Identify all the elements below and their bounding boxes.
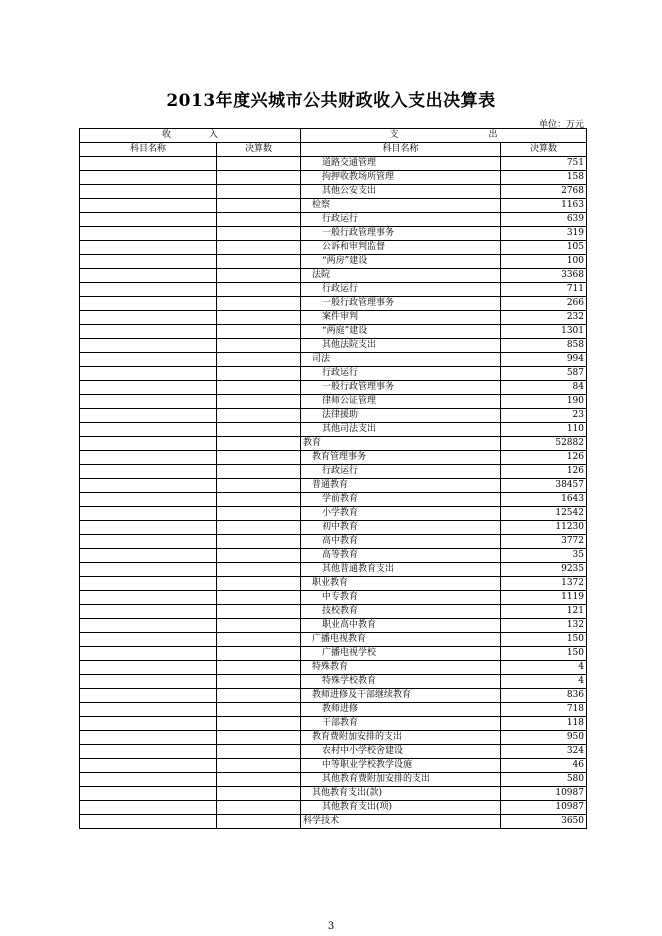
expense-amount-cell: 126 — [501, 451, 587, 465]
income-amount-cell — [217, 171, 301, 185]
expense-amount-cell: 121 — [501, 605, 587, 619]
income-name-cell — [80, 353, 217, 367]
expense-amount-cell: 587 — [501, 367, 587, 381]
expense-amount-cell: 150 — [501, 647, 587, 661]
income-amount-cell — [217, 199, 301, 213]
table-row — [80, 605, 587, 619]
income-amount-cell — [217, 325, 301, 339]
income-name-cell — [80, 535, 217, 549]
income-amount-cell — [217, 633, 301, 647]
income-name-cell — [80, 185, 217, 199]
expense-name-cell: 司法 — [301, 353, 501, 367]
income-name-cell — [80, 437, 217, 451]
income-amount-cell — [217, 353, 301, 367]
table-row — [80, 297, 587, 311]
income-name-cell — [80, 423, 217, 437]
income-name-cell — [80, 493, 217, 507]
income-amount-cell — [217, 409, 301, 423]
expense-amount-cell: 580 — [501, 773, 587, 787]
income-name-cell — [80, 213, 217, 227]
income-name-cell — [80, 157, 217, 171]
income-name-cell — [80, 311, 217, 325]
expense-amount-cell: 150 — [501, 633, 587, 647]
expense-amount-cell: 1643 — [501, 493, 587, 507]
income-name-cell — [80, 199, 217, 213]
expense-name-cell: 教育 — [301, 437, 501, 451]
income-name-cell — [80, 227, 217, 241]
income-amount-cell — [217, 479, 301, 493]
income-name-cell — [80, 255, 217, 269]
expense-name-cell: 其他教育费附加安排的支出 — [301, 773, 501, 787]
income-name-cell — [80, 549, 217, 563]
expense-name-cell: 教育管理事务 — [301, 451, 501, 465]
income-name-cell — [80, 409, 217, 423]
table-row — [80, 787, 587, 801]
expense-name-cell: 中专教育 — [301, 591, 501, 605]
income-amount-cell — [217, 549, 301, 563]
expense-amount-cell: 3772 — [501, 535, 587, 549]
expense-amount-cell: 3368 — [501, 269, 587, 283]
income-amount-cell — [217, 493, 301, 507]
expense-name-cell: 一般行政管理事务 — [301, 297, 501, 311]
income-amount-cell — [217, 311, 301, 325]
table-row — [80, 549, 587, 563]
expense-name-cell: 普通教育 — [301, 479, 501, 493]
expense-name-cell: 高等教育 — [301, 549, 501, 563]
income-header-char-2: 入 — [209, 130, 219, 140]
page-number: 3 — [327, 921, 335, 932]
income-name-cell — [80, 619, 217, 633]
income-name-column-header: 科目名称 — [80, 143, 217, 157]
income-amount-cell — [217, 213, 301, 227]
table-row — [80, 437, 587, 451]
expense-amount-cell: 994 — [501, 353, 587, 367]
income-amount-cell — [217, 367, 301, 381]
expense-amount-cell: 46 — [501, 759, 587, 773]
budget-table — [79, 128, 587, 829]
table-row — [80, 521, 587, 535]
table-row — [80, 703, 587, 717]
table-row — [80, 675, 587, 689]
expense-name-cell: 职业教育 — [301, 577, 501, 591]
expense-amount-cell: 118 — [501, 717, 587, 731]
expense-amount-cell: 324 — [501, 745, 587, 759]
income-amount-cell — [217, 451, 301, 465]
table-row — [80, 493, 587, 507]
expense-amount-cell: 711 — [501, 283, 587, 297]
table-row — [80, 283, 587, 297]
income-amount-cell — [217, 241, 301, 255]
table-row — [80, 213, 587, 227]
expense-amount-cell: 158 — [501, 171, 587, 185]
income-amount-cell — [217, 787, 301, 801]
table-row — [80, 815, 587, 829]
table-row — [80, 367, 587, 381]
expense-name-cell: “两房”建设 — [301, 255, 501, 269]
expense-amount-cell: 751 — [501, 157, 587, 171]
expense-amount-cell: 4 — [501, 675, 587, 689]
income-amount-cell — [217, 423, 301, 437]
table-row — [80, 255, 587, 269]
income-name-cell — [80, 675, 217, 689]
expense-name-cell: 一般行政管理事务 — [301, 227, 501, 241]
expense-name-cell: 行政运行 — [301, 465, 501, 479]
expense-name-cell: 职业高中教育 — [301, 619, 501, 633]
expense-name-column-header: 科目名称 — [301, 143, 501, 157]
expense-name-cell: 特殊教育 — [301, 661, 501, 675]
income-name-cell — [80, 745, 217, 759]
expense-amount-cell: 266 — [501, 297, 587, 311]
income-amount-cell — [217, 283, 301, 297]
income-amount-cell — [217, 675, 301, 689]
table-row — [80, 535, 587, 549]
table-row — [80, 717, 587, 731]
income-name-cell — [80, 269, 217, 283]
table-row — [80, 479, 587, 493]
table-row — [80, 619, 587, 633]
expense-name-cell: 检察 — [301, 199, 501, 213]
expense-amount-cell: 190 — [501, 395, 587, 409]
income-amount-cell — [217, 395, 301, 409]
table-row — [80, 731, 587, 745]
income-header-char-1: 收 — [162, 130, 172, 140]
income-name-cell — [80, 563, 217, 577]
income-amount-cell — [217, 745, 301, 759]
income-name-cell — [80, 171, 217, 185]
expense-name-cell: 行政运行 — [301, 367, 501, 381]
expense-name-cell: 拘押收教场所管理 — [301, 171, 501, 185]
expense-amount-cell: 718 — [501, 703, 587, 717]
table-row — [80, 171, 587, 185]
income-name-cell — [80, 381, 217, 395]
income-name-cell — [80, 451, 217, 465]
expense-amount-cell: 2768 — [501, 185, 587, 199]
expense-amount-cell: 10987 — [501, 787, 587, 801]
income-amount-cell — [217, 731, 301, 745]
expense-amount-cell: 232 — [501, 311, 587, 325]
expense-amount-cell: 52882 — [501, 437, 587, 451]
expense-name-cell: 行政运行 — [301, 283, 501, 297]
expense-name-cell: 法律援助 — [301, 409, 501, 423]
income-name-cell — [80, 479, 217, 493]
unit-label: 单位：万元 — [538, 120, 584, 130]
section-header-row — [80, 129, 587, 143]
income-amount-cell — [217, 801, 301, 815]
expense-name-cell: 农村中小学校舍建设 — [301, 745, 501, 759]
income-amount-cell — [217, 717, 301, 731]
table-row — [80, 311, 587, 325]
expense-name-cell: 律师公证管理 — [301, 395, 501, 409]
expense-name-cell: 特殊学校教育 — [301, 675, 501, 689]
expense-name-cell: 小学教育 — [301, 507, 501, 521]
expense-amount-cell: 1163 — [501, 199, 587, 213]
income-section-header — [80, 129, 301, 143]
expense-name-cell: 案件审判 — [301, 311, 501, 325]
income-amount-cell — [217, 465, 301, 479]
expense-amount-cell: 3650 — [501, 815, 587, 829]
expense-name-cell: 广播电视学校 — [301, 647, 501, 661]
table-row — [80, 325, 587, 339]
expense-amount-cell: 132 — [501, 619, 587, 633]
expense-amount-cell: 12542 — [501, 507, 587, 521]
income-amount-cell — [217, 521, 301, 535]
expense-name-cell: 其他教育支出(款) — [301, 787, 501, 801]
table-row — [80, 507, 587, 521]
income-name-cell — [80, 507, 217, 521]
expense-name-cell: “两庭”建设 — [301, 325, 501, 339]
expense-name-cell: 科学技术 — [301, 815, 501, 829]
income-amount-cell — [217, 591, 301, 605]
income-amount-cell — [217, 689, 301, 703]
income-name-cell — [80, 661, 217, 675]
table-row — [80, 801, 587, 815]
table-row — [80, 577, 587, 591]
expense-amount-cell: 1301 — [501, 325, 587, 339]
table-row — [80, 745, 587, 759]
income-amount-column-header: 决算数 — [217, 143, 301, 157]
expense-amount-cell: 836 — [501, 689, 587, 703]
expense-amount-cell: 110 — [501, 423, 587, 437]
income-name-cell — [80, 591, 217, 605]
expense-name-cell: 教师进修 — [301, 703, 501, 717]
income-amount-cell — [217, 157, 301, 171]
table-row — [80, 339, 587, 353]
income-amount-cell — [217, 773, 301, 787]
income-name-cell — [80, 689, 217, 703]
expense-name-cell: 法院 — [301, 269, 501, 283]
expense-amount-cell: 105 — [501, 241, 587, 255]
expense-amount-cell: 23 — [501, 409, 587, 423]
income-name-cell — [80, 703, 217, 717]
expense-name-cell: 其他教育支出(项) — [301, 801, 501, 815]
income-name-cell — [80, 339, 217, 353]
table-row — [80, 381, 587, 395]
expense-name-cell: 行政运行 — [301, 213, 501, 227]
income-name-cell — [80, 241, 217, 255]
expense-section-header — [301, 129, 587, 143]
income-amount-cell — [217, 185, 301, 199]
table-row — [80, 409, 587, 423]
table-row — [80, 591, 587, 605]
expense-name-cell: 技校教育 — [301, 605, 501, 619]
income-amount-cell — [217, 339, 301, 353]
expense-amount-cell: 126 — [501, 465, 587, 479]
expense-header-char-1: 支 — [389, 130, 399, 140]
table-row — [80, 465, 587, 479]
expense-amount-cell: 100 — [501, 255, 587, 269]
column-header-row — [80, 143, 587, 157]
expense-name-cell: 一般行政管理事务 — [301, 381, 501, 395]
income-name-cell — [80, 647, 217, 661]
income-amount-cell — [217, 297, 301, 311]
income-name-cell — [80, 801, 217, 815]
expense-amount-cell: 319 — [501, 227, 587, 241]
income-name-cell — [80, 465, 217, 479]
income-name-cell — [80, 521, 217, 535]
income-amount-cell — [217, 507, 301, 521]
income-amount-cell — [217, 661, 301, 675]
income-name-cell — [80, 577, 217, 591]
income-name-cell — [80, 773, 217, 787]
expense-amount-cell: 1372 — [501, 577, 587, 591]
table-row — [80, 563, 587, 577]
income-name-cell — [80, 325, 217, 339]
expense-amount-cell: 38457 — [501, 479, 587, 493]
table-row — [80, 241, 587, 255]
expense-name-cell: 学前教育 — [301, 493, 501, 507]
income-amount-cell — [217, 577, 301, 591]
table-row — [80, 647, 587, 661]
expense-name-cell: 干部教育 — [301, 717, 501, 731]
income-amount-cell — [217, 605, 301, 619]
table-row — [80, 353, 587, 367]
table-row — [80, 269, 587, 283]
expense-name-cell: 初中教育 — [301, 521, 501, 535]
income-name-cell — [80, 605, 217, 619]
expense-amount-cell: 10987 — [501, 801, 587, 815]
income-name-cell — [80, 633, 217, 647]
expense-amount-cell: 35 — [501, 549, 587, 563]
income-amount-cell — [217, 759, 301, 773]
table-row — [80, 227, 587, 241]
expense-name-cell: 广播电视教育 — [301, 633, 501, 647]
income-amount-cell — [217, 381, 301, 395]
table-row — [80, 773, 587, 787]
table-row — [80, 157, 587, 171]
income-name-cell — [80, 731, 217, 745]
expense-name-cell: 其他公安支出 — [301, 185, 501, 199]
income-name-cell — [80, 759, 217, 773]
income-amount-cell — [217, 647, 301, 661]
expense-amount-cell: 84 — [501, 381, 587, 395]
expense-name-cell: 其他法院支出 — [301, 339, 501, 353]
income-name-cell — [80, 297, 217, 311]
income-name-cell — [80, 395, 217, 409]
income-name-cell — [80, 787, 217, 801]
income-name-cell — [80, 717, 217, 731]
expense-amount-cell: 9235 — [501, 563, 587, 577]
table-row — [80, 395, 587, 409]
income-amount-cell — [217, 227, 301, 241]
expense-amount-cell: 11230 — [501, 521, 587, 535]
income-amount-cell — [217, 255, 301, 269]
page-title: 2013年度兴城市公共财政收入支出决算表 — [166, 91, 496, 111]
income-amount-cell — [217, 437, 301, 451]
expense-amount-column-header: 决算数 — [501, 143, 587, 157]
income-name-cell — [80, 283, 217, 297]
income-amount-cell — [217, 269, 301, 283]
income-amount-cell — [217, 703, 301, 717]
table-row — [80, 689, 587, 703]
income-name-cell — [80, 367, 217, 381]
expense-name-cell: 中等职业学校教学设施 — [301, 759, 501, 773]
expense-name-cell: 其他普通教育支出 — [301, 563, 501, 577]
expense-amount-cell: 1119 — [501, 591, 587, 605]
income-amount-cell — [217, 535, 301, 549]
table-row — [80, 759, 587, 773]
table-row — [80, 633, 587, 647]
expense-name-cell: 教育费附加安排的支出 — [301, 731, 501, 745]
expense-amount-cell: 4 — [501, 661, 587, 675]
expense-name-cell: 道路交通管理 — [301, 157, 501, 171]
table-row — [80, 185, 587, 199]
table-row — [80, 423, 587, 437]
expense-header-char-2: 出 — [488, 130, 498, 140]
expense-name-cell: 公诉和审判监督 — [301, 241, 501, 255]
income-name-cell — [80, 815, 217, 829]
table-row — [80, 451, 587, 465]
expense-amount-cell: 950 — [501, 731, 587, 745]
expense-name-cell: 其他司法支出 — [301, 423, 501, 437]
income-amount-cell — [217, 619, 301, 633]
income-amount-cell — [217, 563, 301, 577]
expense-amount-cell: 858 — [501, 339, 587, 353]
expense-amount-cell: 639 — [501, 213, 587, 227]
table-row — [80, 661, 587, 675]
table-row — [80, 199, 587, 213]
expense-name-cell: 教师进修及干部继续教育 — [301, 689, 501, 703]
income-amount-cell — [217, 815, 301, 829]
expense-name-cell: 高中教育 — [301, 535, 501, 549]
